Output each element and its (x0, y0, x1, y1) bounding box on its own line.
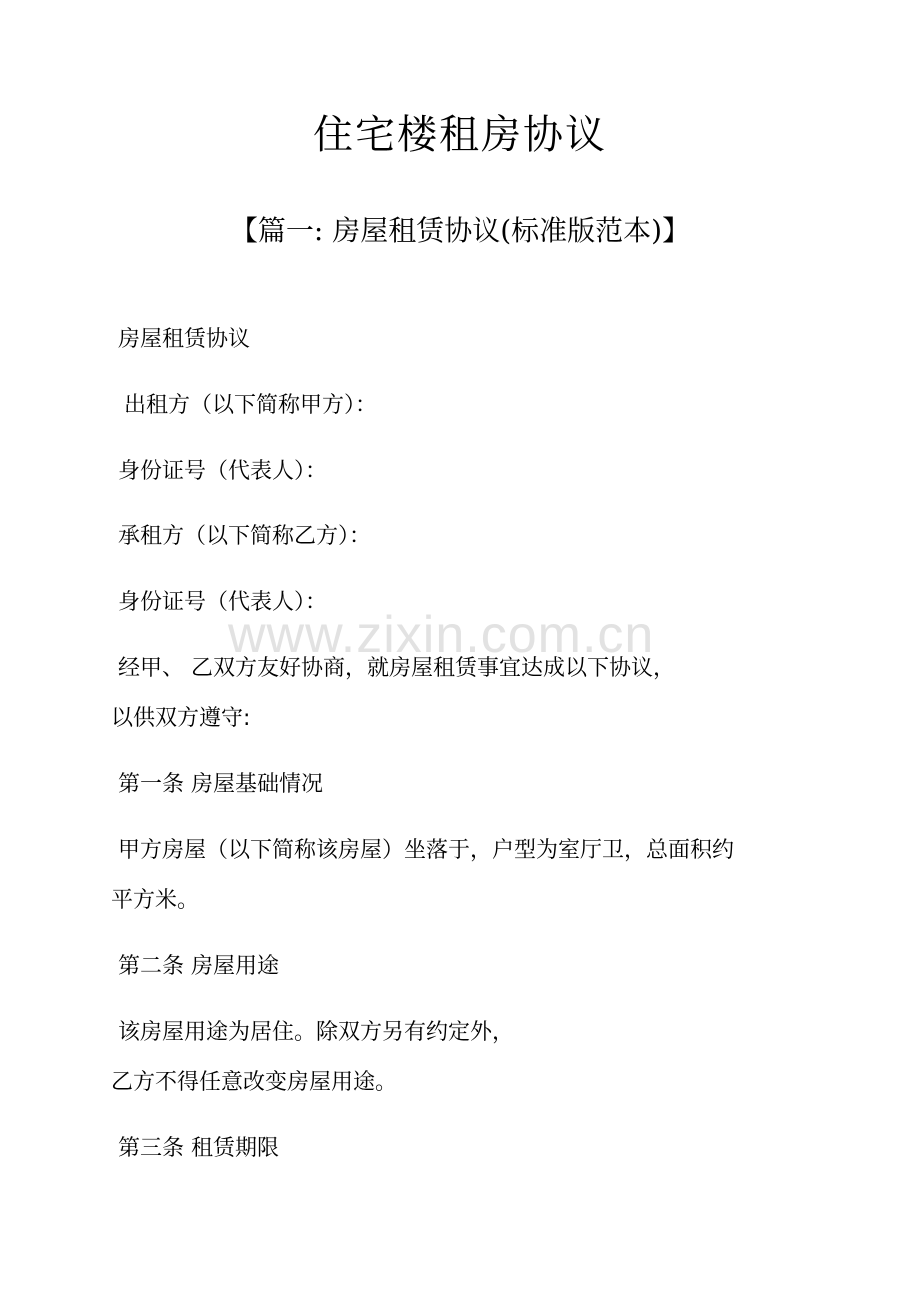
article-2-heading: 第二条 房屋用途 (118, 954, 279, 979)
preamble-line-1: 经甲、 乙双方友好协商，就房屋租赁事宜达成以下协议， (118, 656, 675, 681)
agreement-heading: 房屋租赁协议 (118, 327, 251, 352)
lessor-id-line: 身份证号（代表人）： (118, 459, 328, 484)
document-title: 住宅楼租房协议 (313, 112, 607, 158)
article-1-text-line-1: 甲方房屋（以下简称该房屋）坐落于，户型为室厅卫，总面积约 (118, 838, 735, 863)
article-2-text-line-2: 乙方不得任意改变房屋用途。 (111, 1070, 398, 1095)
document-subtitle: 【篇一: 房屋租赁协议(标准版范本)】 (229, 214, 691, 247)
article-3-heading: 第三条 租赁期限 (118, 1136, 279, 1161)
article-2-text-line-1: 该房屋用途为居住。除双方另有约定外， (118, 1020, 515, 1045)
article-1-heading: 第一条 房屋基础情况 (118, 772, 323, 797)
watermark: www.zixin.com.cn (228, 606, 655, 664)
lessee-id-line: 身份证号（代表人）： (118, 590, 328, 615)
article-1-text-line-2: 平方米。 (111, 888, 200, 913)
lessee-line: 承租方（以下简称乙方）： (118, 524, 372, 549)
lessor-line: 出租方（以下简称甲方）： (124, 393, 378, 418)
preamble-line-2: 以供双方遵守: (111, 706, 251, 731)
